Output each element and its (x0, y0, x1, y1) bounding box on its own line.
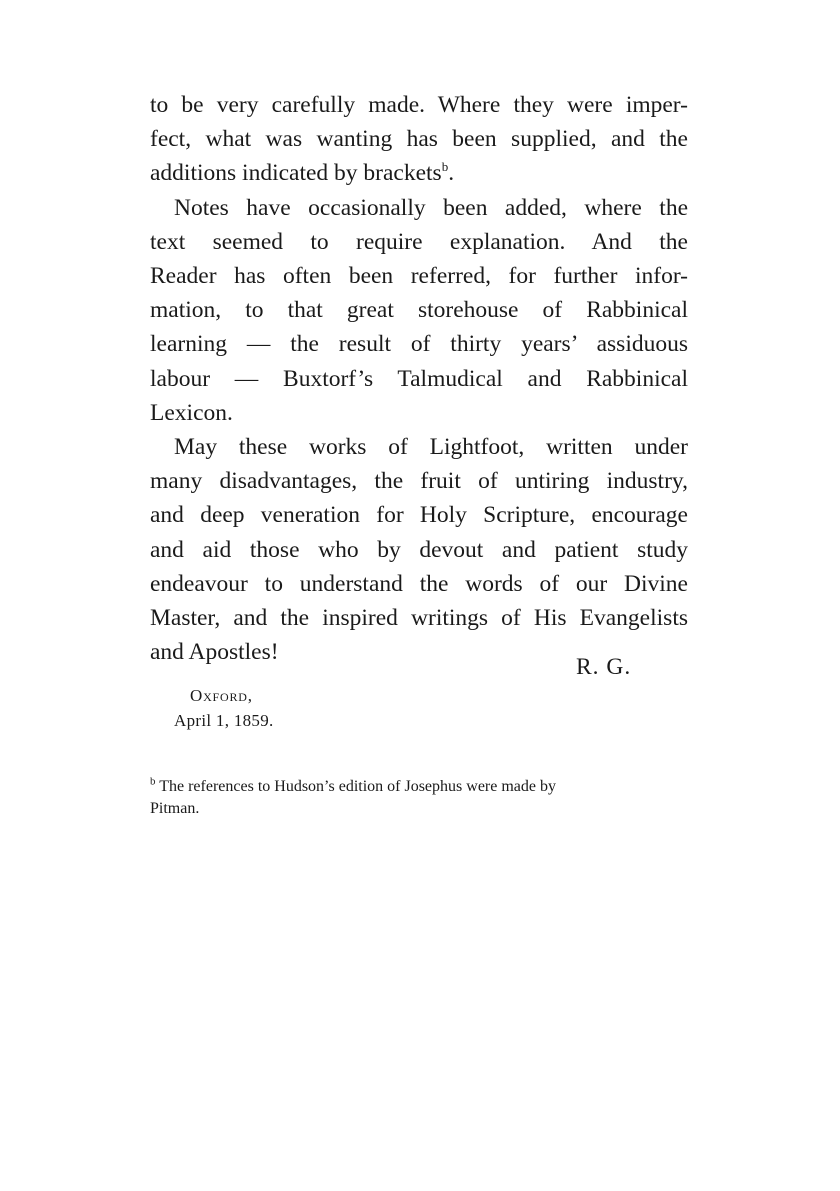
footnote-marker: b (150, 775, 156, 788)
body-line-14: and aid those who by devout and patient study (150, 536, 688, 563)
body-line-8: learning — the result of thirty years’ assiduous (150, 331, 688, 358)
body-line-17: and Apostles! (150, 639, 279, 666)
body-line-4: Notes have occasionally been added, where the (174, 194, 688, 221)
body-line-16: Master, and the inspired writings of His Evangelists (150, 605, 688, 632)
body-line-9: labour — Buxtorf’s Talmudical and Rabbinical (150, 365, 688, 392)
body-line-11: May these works of Lightfoot, written under (174, 434, 688, 461)
date-line: April 1, 1859. (174, 711, 274, 730)
body-line-13: and deep veneration for Holy Scripture, encourage (150, 502, 688, 529)
place-line: Oxford, (190, 686, 253, 705)
body-line-7: mation, to that great storehouse of Rabbinical (150, 297, 688, 324)
body-line-12: many disadvantages, the fruit of untiring industry, (150, 468, 688, 495)
body-line-3 (150, 156, 688, 190)
footnote-text-cont: Pitman. (150, 800, 200, 817)
body-text (150, 88, 688, 669)
footnote-text: The references to Hudson’s edition of Josephus were made by (159, 778, 556, 795)
body-line-1: to be very carefully made. Where they were imper- (150, 92, 688, 118)
footnote (150, 776, 688, 820)
body-line-2: fect, what was wanting has been supplied, and the (150, 126, 688, 153)
signature: R. G. (576, 654, 632, 680)
body-line-5: text seemed to require explanation. And the (150, 228, 688, 255)
body-line-3-text: additions indicated by brackets (150, 160, 442, 187)
body-line-10: Lexicon. (150, 399, 233, 426)
body-line-6: Reader has often been referred, for further infor- (150, 263, 688, 290)
footnote-reference[interactable]: b (441, 159, 449, 175)
body-line-15: endeavour to understand the words of our Divine (150, 570, 688, 597)
body-line-3-trail: . (448, 160, 455, 187)
